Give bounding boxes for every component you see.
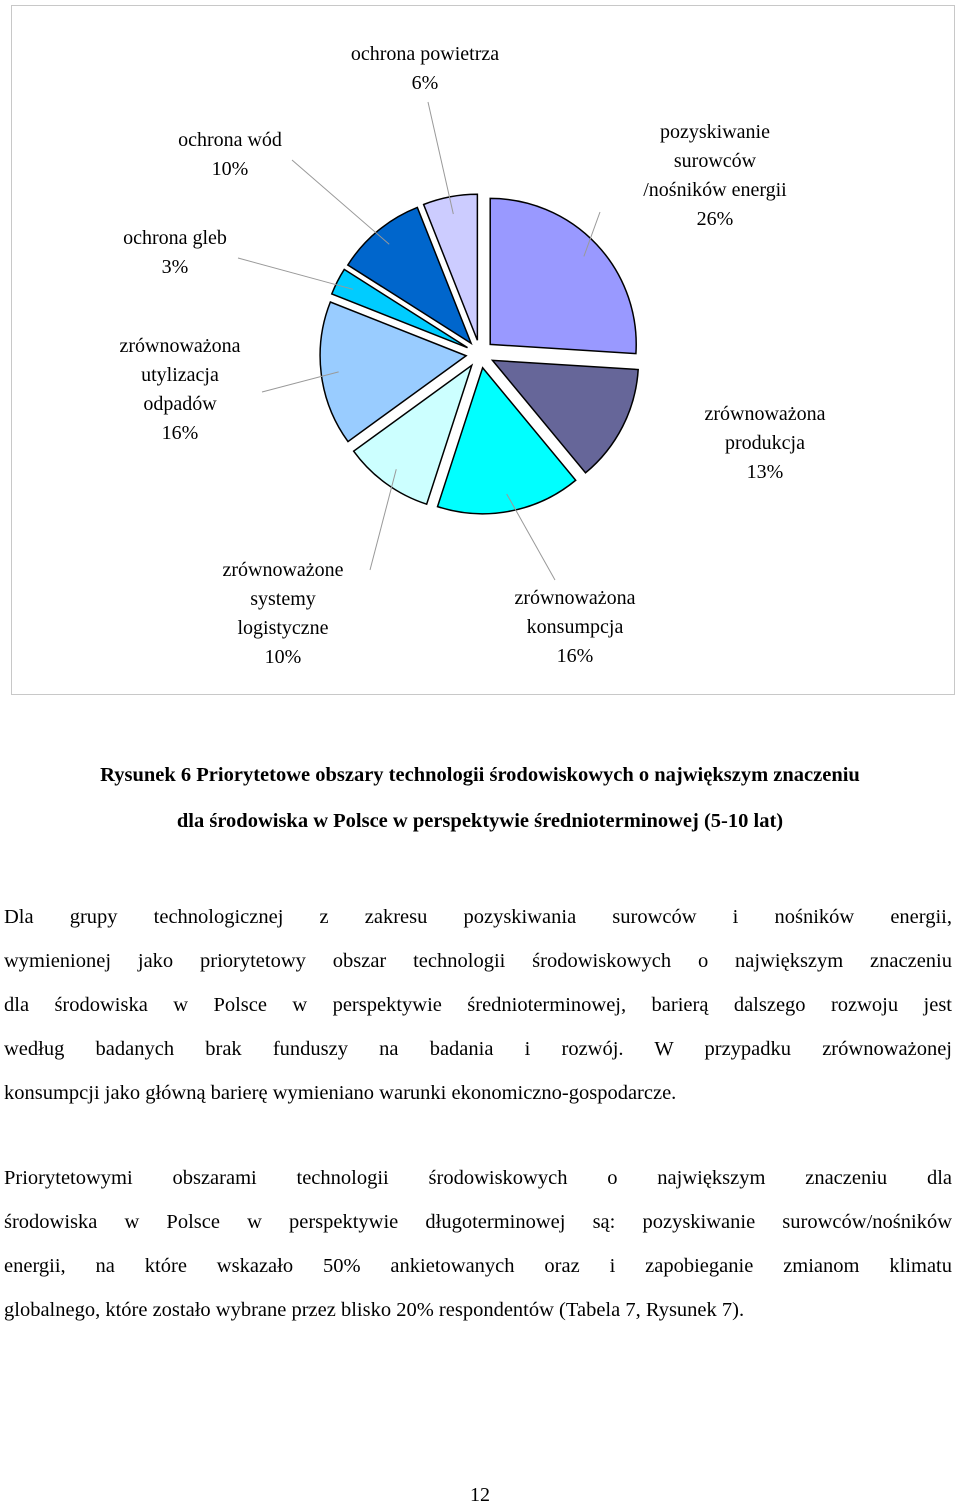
slice-label-powietrze: ochrona powietrza 6%: [350, 43, 500, 94]
page-number: 12: [470, 1484, 490, 1506]
slice-label-pozyskiwanie: pozyskiwanie surowców /nośników energii 26%: [643, 121, 787, 230]
pie-slice-pozyskiwanie: [490, 198, 636, 353]
slice-label-utylizacja: zrównoważona utylizacja odpadów 16%: [119, 335, 241, 444]
leader-line-gleby: [238, 258, 353, 289]
paragraph-1-line: konsumpcji jako główną barierę wymieniano warunki ekonomiczno-gospodarcze.: [4, 1082, 677, 1104]
paragraph-1-line: Dla grupy technologicznej z zakresu pozyskiwania surowców i nośników energii,: [4, 906, 952, 928]
slice-label-gleby: ochrona gleb 3%: [123, 227, 227, 278]
slice-label-logistyczne: zrównoważone systemy logistyczne 10%: [222, 559, 344, 668]
paragraph-1-line: dla środowiska w Polsce w perspektywie średnioterminowej, barierą dalszego rozwoju jest: [4, 994, 952, 1016]
paragraph-2-line: środowiska w Polsce w perspektywie długoterminowej są: pozyskiwanie surowców/nośników: [4, 1211, 952, 1233]
figure-caption-line-1: Rysunek 6 Priorytetowe obszary technologii środowiskowych o największym znaczeniu: [100, 764, 860, 786]
leader-line-logistyczne: [370, 469, 396, 570]
paragraph-2-line: energii, na które wskazało 50% ankietowanych oraz i zapobieganie zmianom klimatu: [4, 1255, 952, 1277]
figure-caption-line-2: dla środowiska w Polsce w perspektywie średnioterminowej (5-10 lat): [176, 810, 784, 832]
slice-label-konsumpcja: zrównoważona konsumpcja 16%: [514, 587, 636, 667]
paragraph-2: [4, 1156, 952, 1332]
paragraph-2-line: Priorytetowymi obszarami technologii środowiskowych o największym znaczeniu dla: [4, 1167, 952, 1189]
slice-label-wody: ochrona wód 10%: [178, 129, 282, 180]
paragraph-1: [4, 895, 952, 1115]
slice-label-produkcja: zrównoważona produkcja 13%: [704, 403, 826, 483]
paragraph-1-line: według badanych brak funduszy na badania i rozwój. W przypadku zrównoważonej: [4, 1038, 952, 1060]
leader-line-konsumpcja: [507, 494, 555, 580]
paragraph-2-line: globalnego, które zostało wybrane przez blisko 20% respondentów (Tabela 7, Rysunek 7).: [4, 1299, 745, 1321]
paragraph-1-line: wymienionej jako priorytetowy obszar technologii środowiskowych o największym znaczeniu: [4, 950, 952, 972]
leader-line-powietrze: [428, 102, 453, 214]
